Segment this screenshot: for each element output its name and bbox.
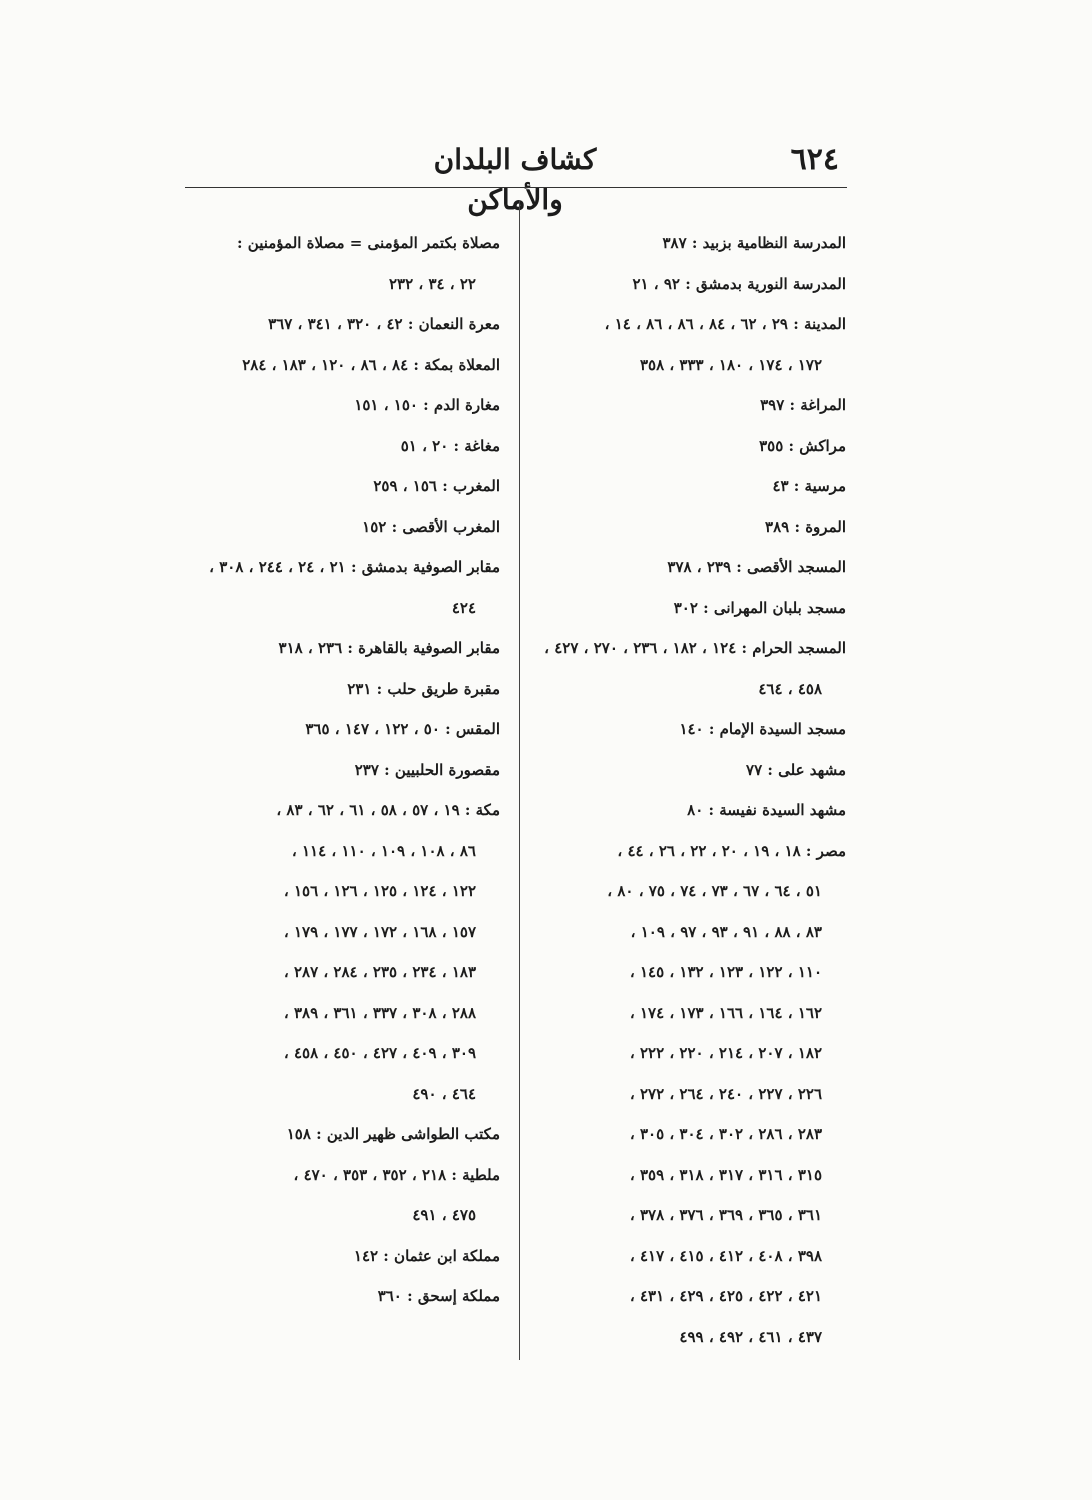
header-rule [185,187,847,188]
index-continuation-line: ٣٩٨ ، ٤٠٨ ، ٤١٢ ، ٤١٥ ، ٤١٧ ، [629,1246,822,1265]
index-entry: المغرب : ١٥٦ ، ٢٥٩ [373,477,500,495]
index-continuation-line: ١٥٧ ، ١٦٨ ، ١٧٢ ، ١٧٧ ، ١٧٩ ، [283,922,476,941]
column-divider [519,200,520,1360]
index-entry: مشهد السيدة نفيسة : ٨٠ [687,801,846,819]
index-entry: مشهد على : ٧٧ [746,760,846,779]
index-continuation-line: ١٢٢ ، ١٢٤ ، ١٢٥ ، ١٢٦ ، ١٥٦ ، [283,882,476,900]
index-continuation-line: ١٧٢ ، ١٧٤ ، ١٨٠ ، ٣٣٣ ، ٣٥٨ [639,355,822,374]
index-continuation-line: ١٦٢ ، ١٦٤ ، ١٦٦ ، ١٧٣ ، ١٧٤ ، [629,1003,822,1022]
index-entry: مقابر الصوفية بالقاهرة : ٢٣٦ ، ٣١٨ [278,639,500,657]
index-entry: مكتب الطواشى ظهير الدين : ١٥٨ [286,1125,500,1143]
index-continuation-line: ٣١٥ ، ٣١٦ ، ٣١٧ ، ٣١٨ ، ٣٥٩ ، [629,1165,822,1184]
running-title: كشاف البلدان والأماكن [433,143,597,216]
index-continuation-line: ٣٠٩ ، ٤٠٩ ، ٤٢٧ ، ٤٥٠ ، ٤٥٨ ، [283,1044,476,1062]
index-continuation-line: ١١٠ ، ١٢٢ ، ١٢٣ ، ١٣٢ ، ١٤٥ ، [629,963,822,981]
index-entry: ملطية : ٢١٨ ، ٣٥٢ ، ٣٥٣ ، ٤٧٠ ، [293,1165,500,1184]
page-header [185,140,847,216]
index-continuation-line: ٤٥٨ ، ٤٦٤ [758,679,822,698]
index-continuation-line: ٨٦ ، ١٠٨ ، ١٠٩ ، ١١٠ ، ١١٤ ، [291,841,476,860]
index-continuation-line: ٤٦٤ ، ٤٩٠ [412,1084,476,1103]
index-entry: المقس : ٥٠ ، ١٢٢ ، ١٤٧ ، ٣٦٥ [305,720,500,738]
index-entry: مقصورة الحلبيين : ٢٣٧ [354,760,500,779]
index-column-right [544,228,846,1362]
index-continuation-line: ٤٧٥ ، ٤٩١ [412,1206,476,1224]
index-entry: مصر : ١٨ ، ١٩ ، ٢٠ ، ٢٢ ، ٢٦ ، ٤٤ ، [617,841,846,860]
index-entry: المدرسة النورية بدمشق : ٩٢ ، ٢١ [632,274,846,293]
index-continuation-line: ٨٣ ، ٨٨ ، ٩١ ، ٩٣ ، ٩٧ ، ١٠٩ ، [630,922,822,941]
index-entry: المراغة : ٣٩٧ [760,396,846,414]
index-entry: مرسية : ٤٣ [772,477,846,495]
index-entry: مملكة ابن عثمان : ١٤٢ [353,1246,500,1265]
index-entry: المعلاة بمكة : ٨٤ ، ٨٦ ، ١٢٠ ، ١٨٣ ، ٢٨٤ [242,355,500,374]
index-continuation-line: ٢٨٣ ، ٢٨٦ ، ٣٠٢ ، ٣٠٤ ، ٣٠٥ ، [629,1125,822,1143]
index-continuation-line: ٤٢٤ [451,598,476,617]
index-entry: المغرب الأقصى : ١٥٢ [362,517,500,536]
index-entry: مصلاة بكتمر المؤمنى = مصلاة المؤمنين : [237,234,500,252]
index-continuation-line: ٢٨٨ ، ٣٠٨ ، ٣٣٧ ، ٣٦١ ، ٣٨٩ ، [283,1003,476,1022]
index-continuation-line: ٤٣٧ ، ٤٦١ ، ٤٩٢ ، ٤٩٩ [679,1327,822,1346]
index-continuation-line: ١٨٢ ، ٢٠٧ ، ٢١٤ ، ٢٢٠ ، ٢٢٢ ، [629,1044,822,1062]
index-entry: المسجد الحرام : ١٢٤ ، ١٨٢ ، ٢٣٦ ، ٢٧٠ ، ٤٢٧ ، [544,639,846,657]
index-entry: مقابر الصوفية بدمشق : ٢١ ، ٢٤ ، ٢٤٤ ، ٣٠٨ ، [209,558,500,576]
index-entry: المدينة : ٢٩ ، ٦٢ ، ٨٤ ، ٨٦ ، ٨٦ ، ١٤ ، [604,315,846,333]
index-continuation-line: ٢٢ ، ٣٤ ، ٢٣٢ [388,274,476,293]
index-entry: المسجد الأقصى : ٢٣٩ ، ٣٧٨ [667,558,846,576]
index-continuation-line: ١٨٣ ، ٢٣٤ ، ٢٣٥ ، ٢٨٤ ، ٢٨٧ ، [283,963,476,981]
index-continuation-line: ٢٢٦ ، ٢٢٧ ، ٢٤٠ ، ٢٦٤ ، ٢٧٢ ، [629,1084,822,1103]
page-number: ٦٢٤ [790,142,839,177]
index-entry: مسجد بلبان المهرانى : ٣٠٢ [673,598,846,617]
index-entry: مقبرة طريق حلب : ٢٣١ [347,679,500,698]
index-entry: مكة : ١٩ ، ٥٧ ، ٥٨ ، ٦١ ، ٦٢ ، ٨٣ ، [276,801,500,819]
index-entry: مراكش : ٣٥٥ [759,436,846,455]
index-entry: مغارة الدم : ١٥٠ ، ١٥١ [354,396,500,414]
index-continuation-line: ٣٦١ ، ٣٦٥ ، ٣٦٩ ، ٣٧٦ ، ٣٧٨ ، [629,1206,822,1224]
index-entry: المدرسة النظامية بزبيد : ٣٨٧ [662,234,846,252]
index-entry: مملكة إسحق : ٣٦٠ [377,1287,500,1305]
index-entry: المروة : ٣٨٩ [765,517,846,536]
index-entry: مسجد السيدة الإمام : ١٤٠ [679,720,846,738]
index-entry: معرة النعمان : ٤٢ ، ٣٢٠ ، ٣٤١ ، ٣٦٧ [268,315,500,333]
index-continuation-line: ٤٢١ ، ٤٢٢ ، ٤٢٥ ، ٤٢٩ ، ٤٣١ ، [629,1287,822,1305]
index-column-left [188,228,500,1322]
index-entry: مغاغة : ٢٠ ، ٥١ [400,436,500,455]
index-continuation-line: ٥١ ، ٦٤ ، ٦٧ ، ٧٣ ، ٧٤ ، ٧٥ ، ٨٠ ، [607,882,822,900]
